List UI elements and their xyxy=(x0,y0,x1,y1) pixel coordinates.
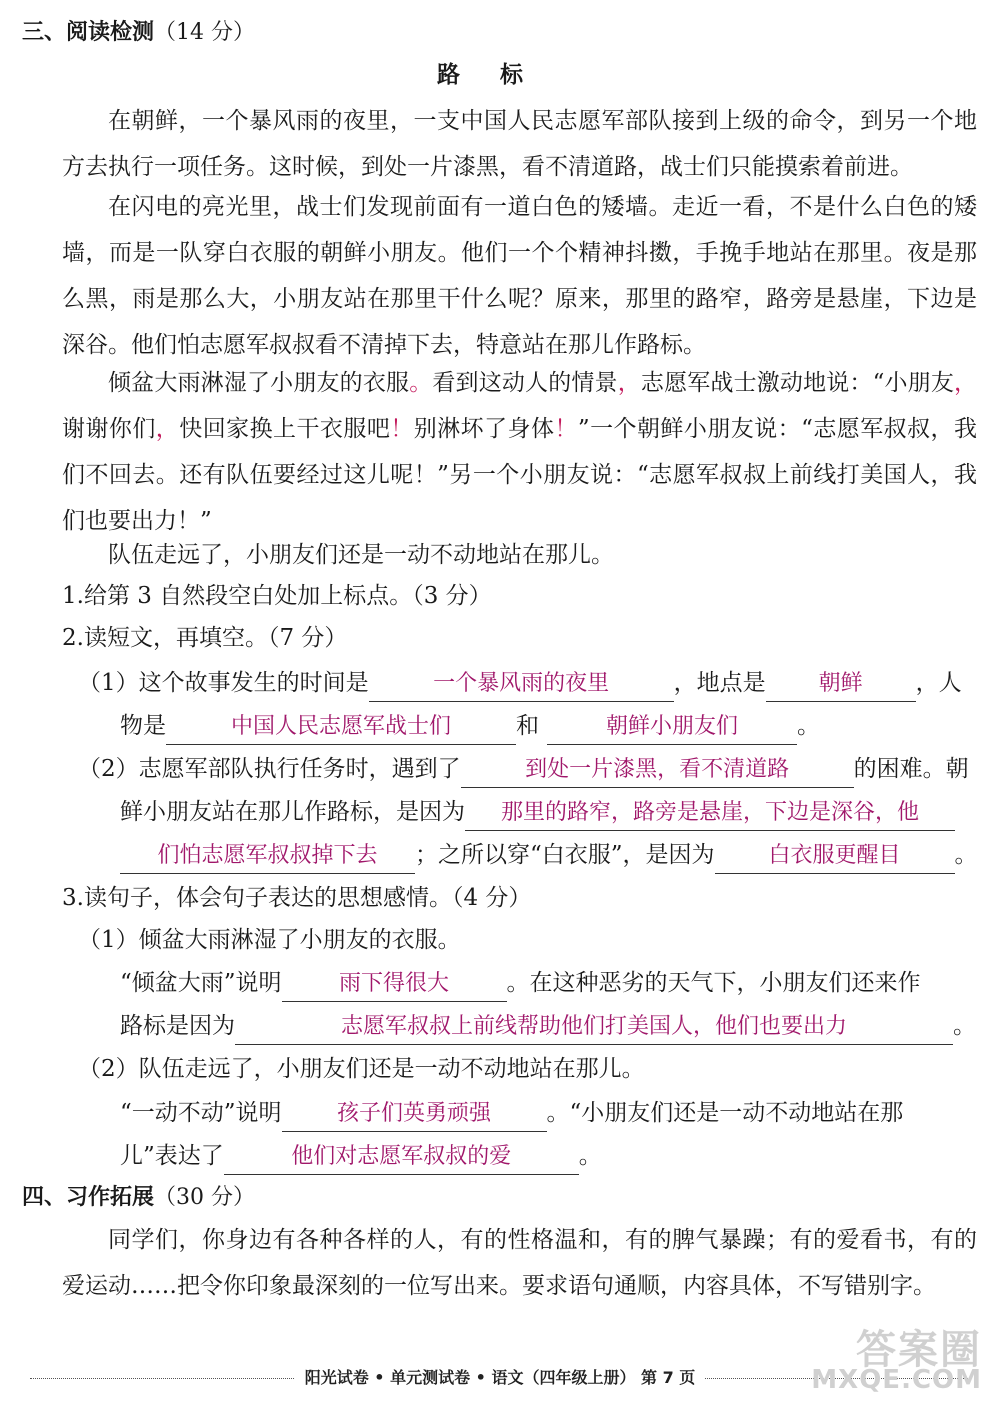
footer-text: 阳光试卷 • 单元测试卷 • 语文（四年级上册） 第 7 页 xyxy=(295,1368,706,1387)
q3-item-1-sentence: （1）倾盆大雨淋湿了小朋友的衣服。 xyxy=(78,927,461,953)
answer-blank-love[interactable]: 他们对志愿军叔叔的爱 xyxy=(224,1140,579,1175)
q2-item-2-line-1 xyxy=(78,746,1000,792)
q2-text: 鲜小朋友站在那儿作路标，是因为 xyxy=(120,799,465,825)
q3-item-2-line-2 xyxy=(120,1133,1000,1179)
q2-text: （2）志愿军部队执行任务时，遇到了 xyxy=(78,756,461,782)
section-4-label: 四、习作拓展 xyxy=(22,1185,155,1210)
p3-filled-punct: ！ xyxy=(390,416,414,442)
watermark-line-2: MXQE.COM xyxy=(811,1365,982,1395)
article-title: 路标 xyxy=(437,62,563,88)
q3-text: 儿”表达了 xyxy=(120,1143,224,1169)
article-paragraph-1: 在朝鲜，一个暴风雨的夜里，一支中国人民志愿军部队接到上级的命令，到另一个地方去执行一项任务。这时候，到处一片漆黑，看不清道路，战士们只能摸索着前进。 xyxy=(62,108,977,180)
answer-blank-place[interactable]: 朝鲜 xyxy=(766,667,916,702)
section-4-heading xyxy=(22,1175,1000,1221)
p3-segment: 志愿军战士激动地说：“小朋友 xyxy=(640,370,955,396)
q2-text: （1）这个故事发生的时间是 xyxy=(78,670,369,696)
q2-text: ；之所以穿“白衣服”，是因为 xyxy=(415,842,715,868)
answer-blank-why[interactable]: 志愿军叔叔上前线帮助他们打美国人，他们也要出力 xyxy=(235,1010,953,1045)
answer-blank-still[interactable]: 孩子们英勇顽强 xyxy=(282,1097,547,1132)
q3-text: “倾盆大雨”说明 xyxy=(120,970,282,996)
q3-item-1-line-2 xyxy=(120,1003,1000,1049)
answer-blank-reason-1[interactable]: 那里的路窄，路旁是悬崖，下边是深谷，他 xyxy=(465,796,955,831)
q3-item-2-line-1 xyxy=(120,1090,1000,1136)
article-paragraph-3 xyxy=(62,360,977,544)
p3-segment: 快回家换上干衣服吧 xyxy=(179,416,391,442)
q2-item-2-line-2 xyxy=(120,789,1000,835)
q2-text: ，人 xyxy=(915,670,962,696)
p3-segment: ”一个朝鲜小朋友说：“志愿军叔叔，我们不回去。还有队伍要经过这儿呢！”另一个小朋友说：“志愿军叔叔上前线打美国人，我们也要出力！” xyxy=(62,416,978,534)
q2-text: 和 xyxy=(516,713,539,739)
p3-filled-punct: ， xyxy=(617,370,641,396)
section-4-points: （30 分） xyxy=(154,1185,256,1210)
section-3-heading xyxy=(22,10,1000,56)
section-3-label: 三、阅读检测 xyxy=(22,20,155,45)
p3-segment: 别淋坏了身体 xyxy=(413,416,555,442)
q3-text: 。在这种恶劣的天气下，小朋友们还来作 xyxy=(506,970,921,996)
p3-segment: 谢谢你们 xyxy=(62,416,156,442)
question-2-label: 2.读短文，再填空。（7 分） xyxy=(62,625,348,651)
answer-blank-difficulty[interactable]: 到处一片漆黑，看不清道路 xyxy=(461,753,854,788)
q2-item-2-line-3 xyxy=(120,832,1000,878)
section-3-points: （14 分） xyxy=(154,20,256,45)
q3-item-2-sentence: （2）队伍走远了，小朋友们还是一动不动地站在那儿。 xyxy=(78,1056,645,1082)
answer-blank-white-clothes[interactable]: 白衣服更醒目 xyxy=(715,839,955,874)
q2-text: 的困难。朝 xyxy=(853,756,969,782)
q3-text: 。 xyxy=(953,1013,976,1039)
answer-blank-people-2[interactable]: 朝鲜小朋友们 xyxy=(547,710,797,745)
answer-blank-people-1[interactable]: 中国人民志愿军战士们 xyxy=(166,710,516,745)
q3-item-1-line-1 xyxy=(120,960,1000,1006)
q2-text: 物是 xyxy=(120,713,166,739)
q3-text: 路标是因为 xyxy=(120,1013,235,1039)
watermark-logo xyxy=(811,1318,982,1395)
article-paragraph-4: 队伍走远了，小朋友们还是一动不动地站在那儿。 xyxy=(108,542,614,568)
q3-text: 。“小朋友们还是一动不动地站在那 xyxy=(546,1100,904,1126)
p3-filled-punct: 。 xyxy=(409,370,433,396)
q2-text: ，地点是 xyxy=(673,670,766,696)
q3-text: 。 xyxy=(578,1143,602,1169)
q2-item-1-line-2 xyxy=(120,703,1000,749)
watermark-line-1: 答案圈 xyxy=(856,1327,982,1373)
question-3-label: 3.读句子，体会句子表达的思想感情。（4 分） xyxy=(62,885,532,911)
p3-segment: 倾盆大雨淋湿了小朋友的衣服 xyxy=(108,370,410,396)
answer-blank-time[interactable]: 一个暴风雨的夜里 xyxy=(369,667,674,702)
q2-item-1-line-1 xyxy=(78,660,1000,706)
writing-prompt: 同学们，你身边有各种各样的人，有的性格温和，有的脾气暴躁；有的爱看书，有的爱运动……把令你印象最深刻的一位写出来。要求语句通顺，内容具体，不写错别字。 xyxy=(62,1227,977,1299)
p3-segment: 看到这动人的情景 xyxy=(432,370,618,396)
p3-filled-punct: ， xyxy=(954,370,978,396)
answer-blank-reason-2[interactable]: 们怕志愿军叔叔掉下去 xyxy=(120,839,415,874)
p3-filled-punct: ！ xyxy=(554,416,578,442)
q2-text: 。 xyxy=(797,713,820,739)
p3-filled-punct: ， xyxy=(155,416,180,442)
answer-blank-rain[interactable]: 雨下得很大 xyxy=(282,967,507,1002)
q3-text: “一动不动”说明 xyxy=(120,1100,282,1126)
question-1: 1.给第 3 自然段空白处加上标点。（3 分） xyxy=(62,583,492,609)
q2-text: 。 xyxy=(954,842,978,868)
article-paragraph-2: 在闪电的亮光里，战士们发现前面有一道白色的矮墙。走近一看，不是什么白色的矮墙，而是一队穿白衣服的朝鲜小朋友。他们一个个精神抖擞，手挽手地站在那里。夜是那么黑，雨是那么大，小朋友站在那里干什么呢？原来，那里的路窄，路旁是悬崖，下边是深谷。他们怕志愿军叔叔看不清掉下去，特意站在那儿作路标。 xyxy=(62,194,977,358)
